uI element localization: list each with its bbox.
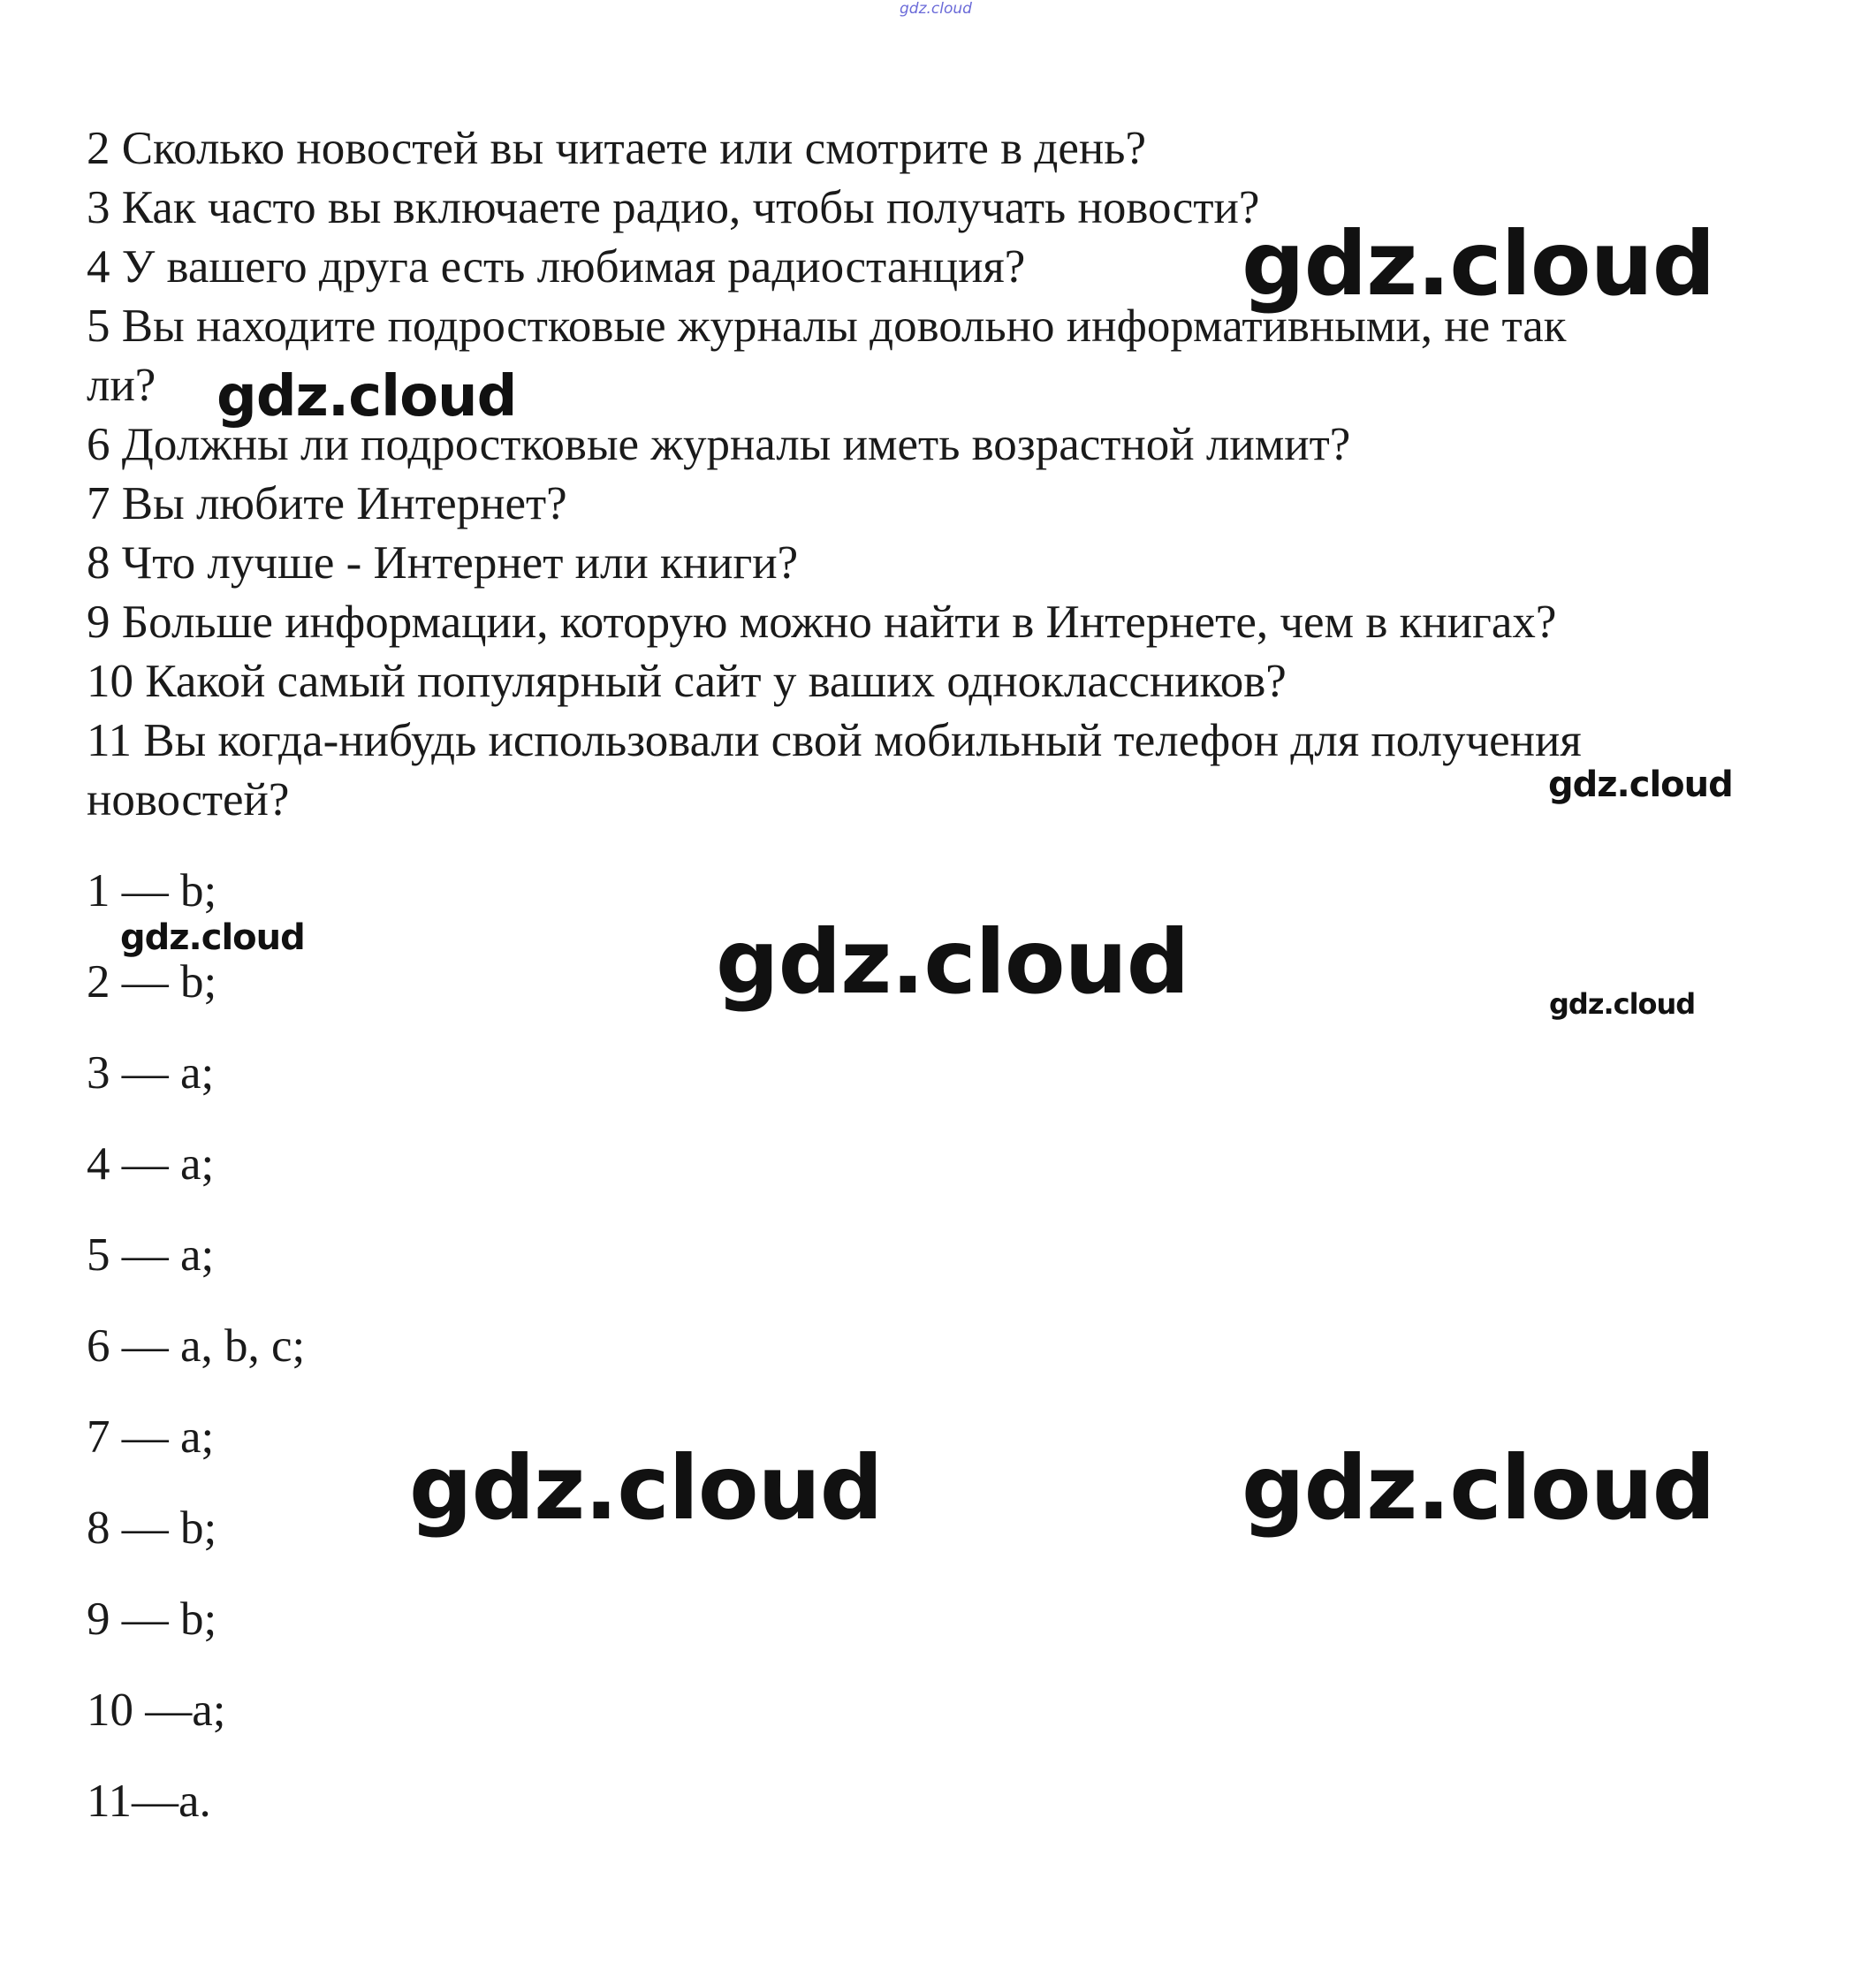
answer-line: 9 — b;: [87, 1593, 217, 1645]
answer-line: 7 — a;: [87, 1411, 215, 1463]
question-line: 6 Должны ли подростковые журналы иметь возрастной лимит?: [87, 419, 1351, 470]
answer-line: 10 —a;: [87, 1685, 226, 1736]
answer-line: 3 — a;: [87, 1047, 215, 1099]
watermark: gdz.cloud: [1242, 212, 1715, 316]
question-line: 5 Вы находите подростковые журналы довольно информативными, не так: [87, 300, 1567, 352]
question-line: 8 Что лучше - Интернет или книги?: [87, 537, 799, 589]
answer-line: 8 — b;: [87, 1502, 217, 1554]
answers-list: [87, 862, 305, 1863]
answer-line: 5 — a;: [87, 1229, 215, 1281]
question-line: 11 Вы когда-нибудь использовали свой мобильный телефон для получения: [87, 715, 1582, 766]
watermark: gdz.cloud: [409, 1436, 883, 1540]
question-line: ли?: [87, 360, 156, 411]
watermark: gdz.cloud: [216, 364, 517, 430]
question-line: 3 Как часто вы включаете радио, чтобы получать новости?: [87, 182, 1260, 233]
question-line: 2 Сколько новостей вы читаете или смотрите в день?: [87, 123, 1146, 174]
watermark: gdz.cloud: [120, 917, 305, 958]
answer-line: 2 — b;: [87, 956, 217, 1008]
watermark: gdz.cloud: [1549, 987, 1696, 1021]
question-line: новостей?: [87, 774, 290, 825]
question-line: 9 Больше информации, которую можно найти в Интернете, чем в книгах?: [87, 597, 1557, 648]
watermark: gdz.cloud: [1548, 764, 1733, 805]
watermark: gdz.cloud: [1242, 1436, 1715, 1540]
question-line: 7 Вы любите Интернет?: [87, 478, 567, 529]
header-watermark: gdz.cloud: [900, 0, 972, 18]
answer-line: 4 — a;: [87, 1138, 215, 1190]
question-line: 10 Какой самый популярный сайт у ваших одноклассников?: [87, 656, 1287, 707]
watermark: gdz.cloud: [716, 910, 1189, 1014]
question-line: 4 У вашего друга есть любимая радиостанция?: [87, 241, 1026, 293]
answer-line: 1 — b;: [87, 865, 217, 917]
answer-line: 6 — a, b, c;: [87, 1320, 306, 1372]
answer-line: 11—a.: [87, 1776, 211, 1827]
